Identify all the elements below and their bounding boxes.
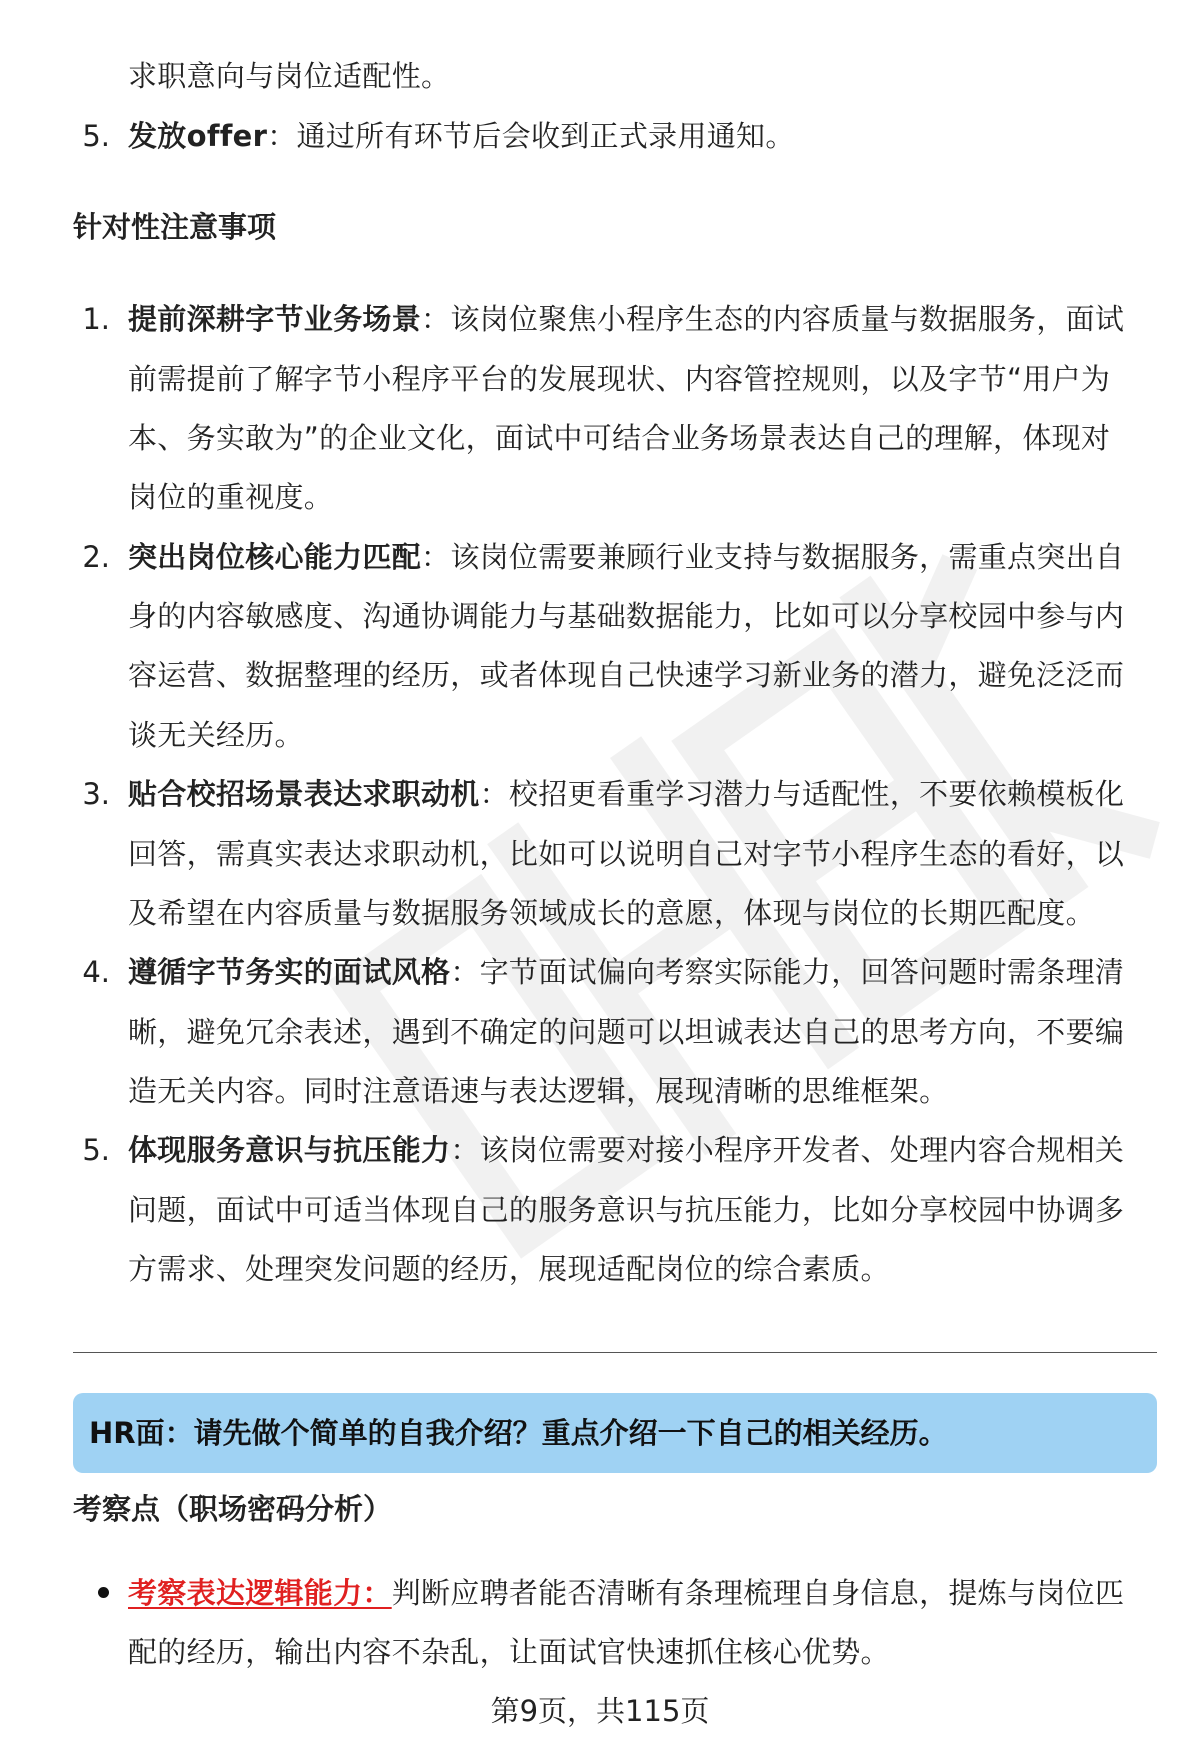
item-text: 字节面试偏向考察实际能力，回答问题时需条理清 [479,955,1125,989]
item-colon: ： [450,1133,480,1167]
list-item [128,300,1124,338]
list-item-offer [128,117,795,155]
item-colon: ： [421,540,451,574]
bullet-dot-icon [98,1587,109,1598]
item-text: 前需提前了解字节小程序平台的发展现状、内容管控规则，以及字节“用户为 [128,362,1111,396]
item-colon: ： [479,777,509,811]
bullet-label: 考察表达逻辑能力： [128,1576,392,1610]
continuation-text: 求职意向与岗位适配性。 [128,59,451,93]
hr-question-box [73,1393,1157,1473]
item-text: 回答，需真实表达求职动机，比如可以说明自己对字节小程序生态的看好，以 [128,837,1125,871]
list-number: 5. [82,1133,110,1167]
list-item [128,1131,1124,1169]
item-text: 通过所有环节后会收到正式录用通知。 [296,119,795,153]
analysis-title: 考察点（职场密码分析） [73,1492,393,1526]
item-text: 及希望在内容质量与数据服务领域成长的意愿，体现与岗位的长期匹配度。 [128,896,1095,930]
item-text: 晰，避免冗余表述，遇到不确定的问题可以坦诚表达自己的思考方向，不要编 [128,1015,1125,1049]
item-text: 身的内容敏感度、沟通协调能力与基础数据能力，比如可以分享校园中参与内 [128,599,1125,633]
page-footer: 第9页，共115页 [490,1694,710,1728]
item-text: 谈无关经历。 [128,718,304,752]
list-item [128,953,1124,991]
item-text: 该岗位需要兼顾行业支持与数据服务，需重点突出自 [450,540,1125,574]
item-text: 该岗位聚焦小程序生态的内容质量与数据服务，面试 [450,302,1125,336]
list-number: 5. [82,119,110,153]
item-title: 发放offer [128,119,268,153]
item-text: 岗位的重视度。 [128,480,334,514]
bullet-item [128,1574,1124,1612]
section-title: 针对性注意事项 [73,210,277,244]
item-title: 突出岗位核心能力匹配 [128,540,422,574]
item-text: 容运营、数据整理的经历，或者体现自己快速学习新业务的潜力，避免泛泛而 [128,658,1125,692]
item-title: 贴合校招场景表达求职动机 [128,777,480,811]
item-title: 提前深耕字节业务场景 [128,302,422,336]
list-number: 3. [82,777,110,811]
list-item [128,538,1124,576]
item-title: 遵循字节务实的面试风格 [128,955,451,989]
item-text: 方需求、处理突发问题的经历，展现适配岗位的综合素质。 [128,1252,890,1286]
bullet-text: 判断应聘者能否清晰有条理梳理自身信息，提炼与岗位匹 [391,1576,1125,1610]
item-text: 校招更看重学习潜力与适配性，不要依赖模板化 [508,777,1125,811]
item-text: 本、务实敢为”的企业文化，面试中可结合业务场景表达自己的理解，体现对 [128,421,1111,455]
item-title: 体现服务意识与抗压能力 [128,1133,451,1167]
item-text: 问题，面试中可适当体现自己的服务意识与抗压能力，比如分享校园中协调多 [128,1193,1125,1227]
list-number: 2. [82,540,110,574]
list-number: 4. [82,955,110,989]
item-colon: ： [267,119,297,153]
list-item [128,775,1124,813]
section-divider [73,1352,1157,1353]
item-colon: ： [450,955,480,989]
item-text: 该岗位需要对接小程序开发者、处理内容合规相关 [479,1133,1125,1167]
hr-question-text: HR面：请先做个简单的自我介绍？重点介绍一下自己的相关经历。 [89,1416,948,1450]
bullet-text: 配的经历，输出内容不杂乱，让面试官快速抓住核心优势。 [128,1635,890,1669]
list-number: 1. [82,302,110,336]
item-colon: ： [421,302,451,336]
item-text: 造无关内容。同时注意语速与表达逻辑，展现清晰的思维框架。 [128,1074,949,1108]
